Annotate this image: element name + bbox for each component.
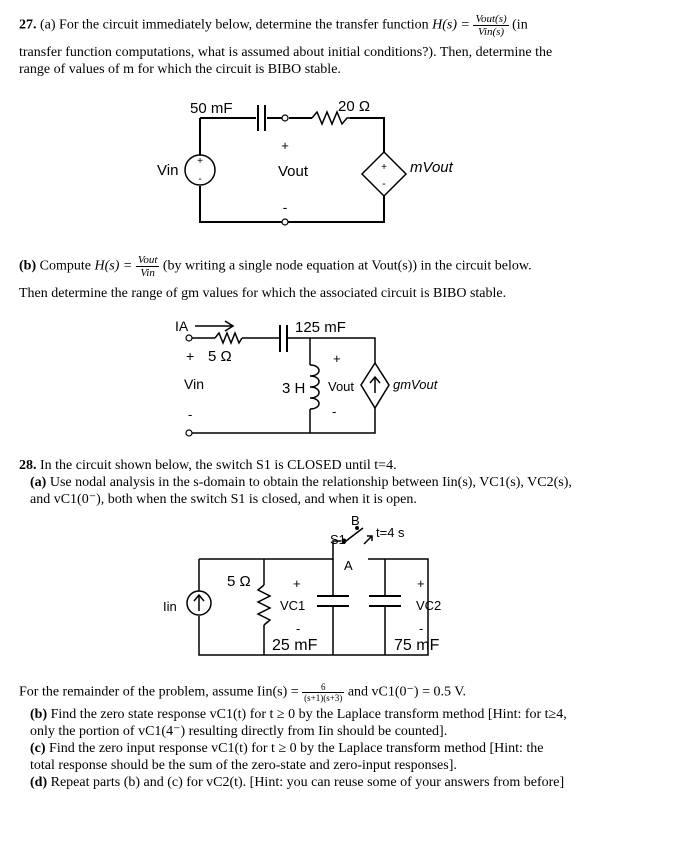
question-text: In the circuit shown below, the switch S1 is CLOSED until t=4. (40, 458, 397, 473)
transfer-function: H(s) = (94, 258, 133, 274)
question-text: For the circuit immediately below, determine the transfer function (59, 17, 429, 33)
fraction-denominator: (s+1)(s+3) (304, 693, 343, 703)
vin-label: Vin (157, 162, 179, 179)
vout-label: Vout (278, 163, 309, 180)
problem-number: 27. (19, 17, 37, 33)
question-text: (by writing a single node equation at Vout(s)) in the circuit below. (162, 258, 532, 274)
question-text: Compute (39, 258, 91, 274)
vc2-label: VC2 (416, 598, 442, 613)
dependent-source-label: gmVout (393, 377, 438, 392)
question-text: Find the zero input response vC1(t) for t ≥ 0 by the Laplace transform method [Hint: the (49, 741, 544, 756)
part-label: (b) (19, 258, 37, 274)
problem-27-line3: range of values of m for which the circuit is BIBO stable. (19, 62, 341, 77)
fraction-numerator: 6 (302, 682, 344, 693)
problem-28c-line1 (30, 741, 544, 757)
problem-27-line2: transfer function computations, what is assumed about initial conditions?). Then, determine the (19, 45, 553, 60)
problem-27b-line2: Then determine the range of gm values for which the associated circuit is BIBO stable. (19, 286, 507, 301)
dependent-source-label: mVout (410, 159, 453, 176)
capacitor-label: 50 mF (190, 100, 233, 117)
part-label: (d) (30, 775, 48, 790)
fraction-denominator: Vin(s) (478, 26, 505, 38)
minus-sign: - (188, 407, 193, 422)
part-label: (c) (30, 741, 46, 756)
switch-blade[interactable] (346, 528, 363, 541)
node-b-label: B (351, 513, 360, 528)
capacitor-c2-label: 75 mF (394, 637, 440, 654)
resistor-label: 5 Ω (208, 348, 232, 365)
problem-28b-line1 (30, 707, 567, 723)
switch-arrow (364, 536, 372, 544)
wire (199, 541, 341, 559)
minus-sign: - (419, 621, 424, 636)
question-text: Use nodal analysis in the s-domain to obtain the relationship between Iin(s), VC1(s), VC2(s), (49, 475, 572, 490)
inductor-label: 3 H (282, 380, 306, 397)
fraction-denominator: Vin (140, 267, 155, 279)
plus-sign: + (417, 576, 425, 591)
plus-sign: + (186, 348, 195, 364)
resistor-label: 20 Ω (338, 98, 371, 115)
transfer-function: H(s) = (432, 17, 470, 33)
plus-sign: + (281, 138, 289, 153)
ia-label: IA (175, 318, 189, 334)
switch-time-label: t=4 s (376, 525, 405, 540)
problem-28-remainder (19, 682, 466, 703)
plus-sign: + (381, 162, 387, 173)
question-text: Repeat parts (b) and (c) for vC2(t). [Hint: you can reuse some of your answers from before] (50, 775, 565, 790)
question-text: (in (512, 17, 528, 33)
minus-sign: - (332, 404, 337, 419)
minus-sign: - (198, 174, 202, 185)
problem-28c-line2: total response should be the sum of the zero-state and zero-input responses]. (30, 758, 457, 773)
part-label: (a) (30, 475, 47, 490)
minus-sign: - (282, 199, 288, 215)
minus-sign: - (296, 621, 301, 636)
fraction-numerator: Vout (137, 254, 158, 266)
iin-label: Iin (163, 599, 177, 614)
capacitor-label: 125 mF (295, 319, 346, 336)
resistor-5-ohm (258, 585, 270, 625)
fraction (302, 682, 344, 703)
minus-sign: - (382, 178, 386, 190)
part-label: (a) (40, 17, 56, 33)
vin-label: Vin (184, 376, 204, 392)
problem-28b-line2: only the portion of vC1(4⁻) resulting directly from Iin should be counted]. (30, 724, 448, 739)
plus-sign: + (333, 351, 341, 366)
question-text: and vC1(0⁻) = 0.5 V. (347, 684, 467, 700)
capacitor-c1-label: 25 mF (272, 637, 318, 654)
question-text: For the remainder of the problem, assume Iin(s) = (19, 684, 299, 700)
question-text: Find the zero state response vC1(t) for t ≥ 0 by the Laplace transform method [Hint: for t≥4, (50, 707, 567, 722)
problem-28a-line2: and vC1(0⁻), both when the switch S1 is closed, and when it is open. (30, 492, 417, 507)
resistor-label: 5 Ω (227, 573, 251, 590)
node-a-label: A (344, 558, 353, 573)
part-label: (b) (30, 707, 48, 722)
vc1-label: VC1 (280, 598, 306, 613)
problem-28d-line1 (30, 775, 564, 791)
switch-label: S1 (330, 532, 346, 547)
plus-sign: + (197, 156, 203, 167)
fraction-numerator: Vout(s) (475, 13, 507, 25)
vout-label: Vout (328, 379, 355, 394)
problem-number: 28. (19, 458, 37, 473)
plus-sign: + (293, 576, 301, 591)
